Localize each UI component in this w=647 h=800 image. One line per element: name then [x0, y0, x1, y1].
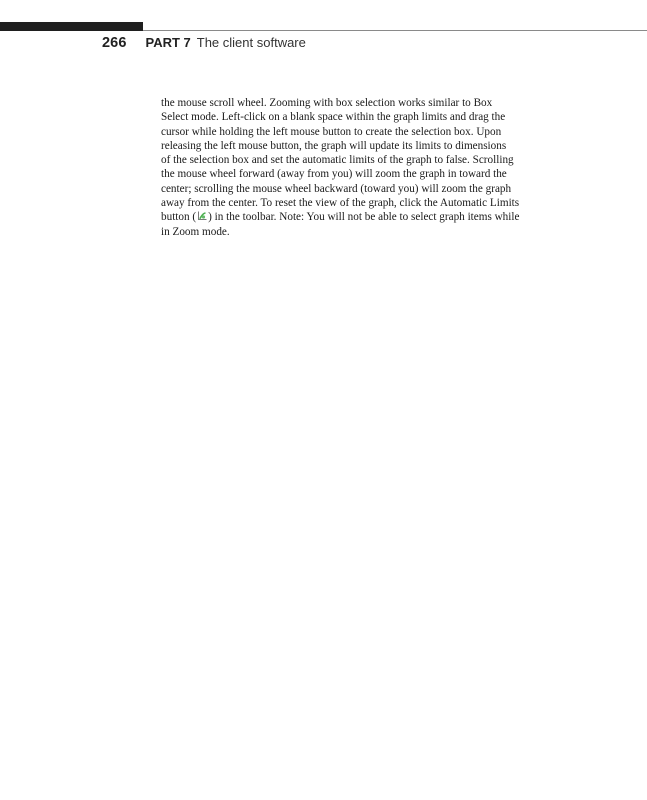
part-title: The client software: [196, 35, 306, 50]
body-paragraph: [161, 96, 556, 239]
part-label: PART 7: [145, 35, 191, 50]
body-line: center; scrolling the mouse wheel backward (toward you) will zoom the graph: [161, 182, 512, 195]
body-line: the mouse wheel forward (away from you) will zoom the graph in toward the: [161, 168, 507, 181]
body-line-segment: ) in the toolbar. Note: You will not be able to select graph items while: [208, 211, 520, 224]
header-rule: [143, 30, 647, 31]
body-line: Select mode. Left-click on a blank space within the graph limits and drag the: [161, 111, 506, 124]
running-head: [102, 35, 306, 53]
page-number: 266: [102, 35, 127, 51]
body-line-segment: button (: [161, 211, 197, 224]
automatic-limits-icon: [197, 211, 207, 221]
body-line: away from the center. To reset the view of the graph, click the Automatic Limits: [161, 197, 520, 210]
header-bar: [0, 22, 143, 31]
body-line-with-icon: [161, 210, 556, 224]
body-line: in Zoom mode.: [161, 225, 230, 238]
body-line: releasing the left mouse button, the graph will update its limits to dimensions: [161, 139, 507, 152]
body-line: of the selection box and set the automatic limits of the graph to false. Scrolling: [161, 154, 514, 167]
body-line: cursor while holding the left mouse button to create the selection box. Upon: [161, 125, 502, 138]
body-line: the mouse scroll wheel. Zooming with box selection works similar to Box: [161, 97, 493, 109]
